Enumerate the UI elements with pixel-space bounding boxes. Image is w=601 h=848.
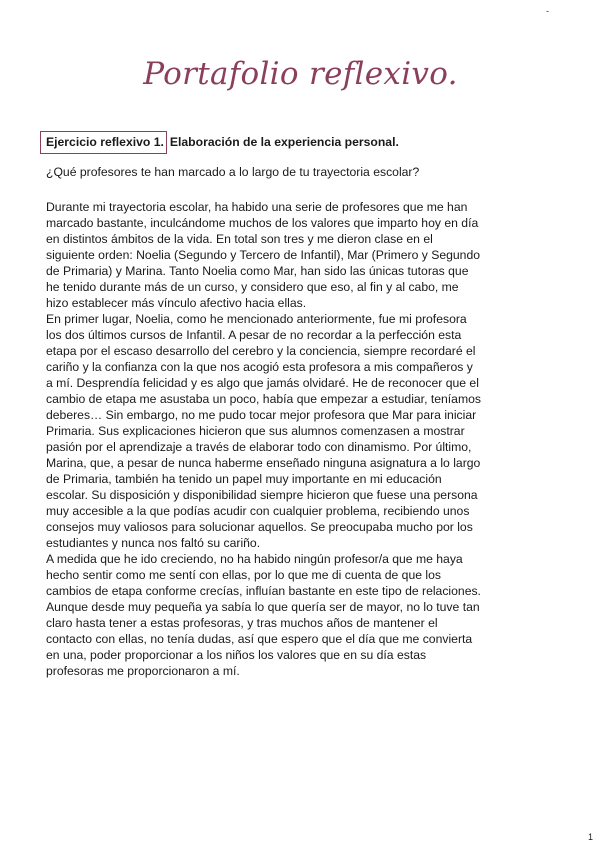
body-line: de Primaria) y Marina. Tanto Noelia como Mar, han sido las únicas tutoras que [46, 264, 469, 278]
body-line: Durante mi trayectoria escolar, ha habido una serie de profesores que me han [46, 200, 468, 214]
body-line: los dos últimos cursos de Infantil. A pesar de no recordar a la perfección esta [46, 328, 462, 342]
body-line: profesoras me proporcionaron a mí. [46, 664, 240, 678]
body-line: deberes… Sin embargo, no me pudo tocar mejor profesora que Mar para iniciar [46, 408, 477, 422]
body-line: hecho sentir como me sentí con ellas, por lo que me di cuenta de que los [46, 568, 441, 582]
body-line: a mí. Desprendía felicidad y es algo que jamás olvidaré. He de reconocer que el [46, 376, 479, 390]
body-line: siguiente orden: Noelia (Segundo y Tercero de Infantil), Mar (Primero y Segundo [46, 248, 481, 262]
page-title: Portafolio reflexivo. [143, 56, 458, 92]
body-line: he tenido durante más de un curso, y considero que eso, al fin y al cabo, me [46, 280, 459, 294]
body-line: consejos muy valiosos para solucionar aquellos. Se preocupaba mucho por los [46, 520, 473, 534]
exercise-title: Elaboración de la experiencia personal. [169, 135, 399, 149]
body-line: A medida que he ido creciendo, no ha habido ningún profesor/a que me haya [46, 552, 463, 566]
body-line: hizo establecer más vínculo afectivo hacia ellas. [46, 296, 307, 310]
body-line: estudiantes y nunca nos faltó su cariño. [46, 536, 261, 550]
body-line: contacto con ellas, no tenía dudas, así que espero que el día que me convierta [46, 632, 473, 646]
body-line: muy accesible a la que podías acudir con cualquier problema, recibiendo unos [46, 504, 470, 518]
reflection-question: ¿Qué profesores te han marcado a lo largo de tu trayectoria escolar? [46, 165, 420, 179]
body-line: etapa por el escaso desarrollo del cerebro y la conciencia, siempre recordaré el [46, 344, 476, 358]
body-line: pasión por el aprendizaje a través de elaborar todo con dinamismo. Por último, [46, 440, 472, 454]
body-line: cambios de etapa conforme crecías, influían bastante en este tipo de relaciones. [46, 584, 481, 598]
exercise-heading [40, 131, 399, 153]
body-line: marcado bastante, inculcándome muchos de los valores que imparto hoy en día [46, 216, 479, 230]
exercise-label-box: Ejercicio reflexivo 1. [40, 131, 167, 154]
body-line: cambio de etapa me asustaba un poco, había que empezar a estudiar, teníamos [46, 392, 481, 406]
body-line: en una, poder proporcionar a los niños los valores que en su día estas [46, 648, 427, 662]
corner-mark: - [546, 6, 549, 16]
page-number: 1 [588, 832, 594, 842]
body-line: Marina, que, a pesar de nunca haberme enseñado ninguna asignatura a lo largo [46, 456, 481, 470]
body-line: En primer lugar, Noelia, como he mencionado anteriormente, fue mi profesora [46, 312, 467, 326]
body-line: escolar. Su disposición y disponibilidad siempre hicieron que fuese una persona [46, 488, 478, 502]
body-line: en distintos ámbitos de la vida. En total son tres y me dieron clase en el [46, 232, 433, 246]
body-line: Primaria. Sus explicaciones hicieron que sus alumnos comenzasen a mostrar [46, 424, 465, 438]
body-text [46, 199, 561, 679]
body-line: claro hasta tener a estas profesoras, y tras muchos años de mantener el [46, 616, 438, 630]
body-line: de Primaria, también ha tenido un papel muy importante en mi educación [46, 472, 442, 486]
body-line: cariño y la confianza con la que nos acogió esta profesora a mis compañeros y [46, 360, 473, 374]
body-line: Aunque desde muy pequeña ya sabía lo que quería ser de mayor, no lo tuve tan [46, 600, 480, 614]
